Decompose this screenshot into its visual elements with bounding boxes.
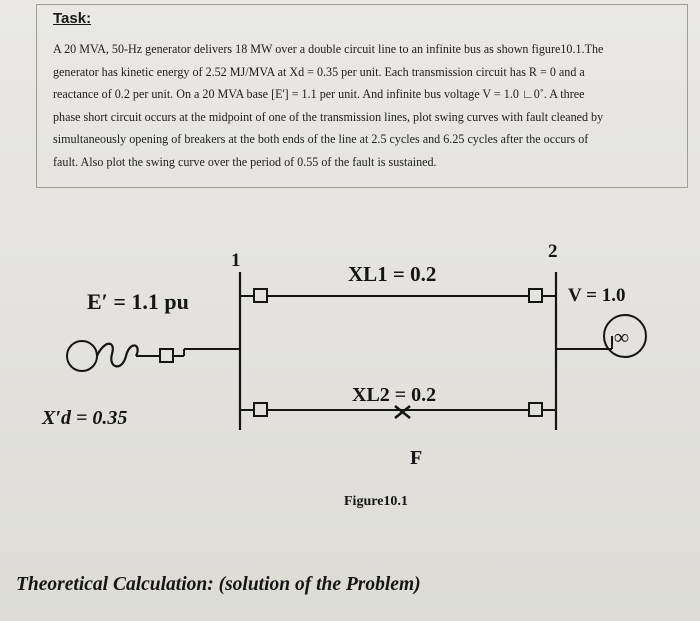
generator-reactance-coil (97, 344, 138, 367)
line-2-breaker-right (529, 403, 542, 416)
generator-symbol (67, 341, 97, 371)
task-line: phase short circuit occurs at the midpoint of one of the transmission lines, plot swing curves with fault cleaned by (53, 109, 604, 124)
line-1-label: XL1 = 0.2 (348, 262, 437, 286)
bus-2-label: 2 (548, 241, 558, 262)
generator-breaker (160, 349, 173, 362)
task-body (53, 38, 683, 173)
bus-1-label: 1 (231, 250, 241, 271)
line-1-breaker-left (254, 289, 267, 302)
task-line: reactance of 0.2 per unit. On a 20 MVA base [E'] = 1.1 per unit. And infinite bus voltage V = 1.0 ∟0˚. A three (53, 87, 585, 101)
xd-label: X′d = 0.35 (42, 407, 128, 429)
task-line: simultaneously opening of breakers at the both ends of the line at 2.5 cycles and 6.25 cycles after the occurs of (53, 132, 589, 146)
task-heading: Task: (53, 10, 92, 27)
figure-caption: Figure10.1 (344, 494, 408, 509)
circuit-diagram (0, 220, 700, 520)
line-2-label: XL2 = 0.2 (352, 384, 437, 406)
task-line: fault. Also plot the swing curve over the period of 0.55 of the fault is sustained. (53, 154, 437, 169)
line-1-breaker-right (529, 289, 542, 302)
infinite-symbol: ∞ (614, 325, 629, 349)
line-2-breaker-left (254, 403, 267, 416)
task-line: A 20 MVA, 50-Hz generator delivers 18 MW over a double circuit line to an infinite bus as shown figure10.1.The (53, 42, 604, 56)
solution-heading: Theoretical Calculation: (solution of the Problem) (16, 574, 421, 595)
fault-label: F (410, 447, 423, 469)
voltage-label: V = 1.0 (568, 285, 626, 306)
task-line: generator has kinetic energy of 2.52 MJ/MVA at Xd = 0.35 per unit. Each transmission circuit has R = 0 and a (53, 64, 585, 79)
emf-label: E′ = 1.1 pu (87, 289, 189, 314)
